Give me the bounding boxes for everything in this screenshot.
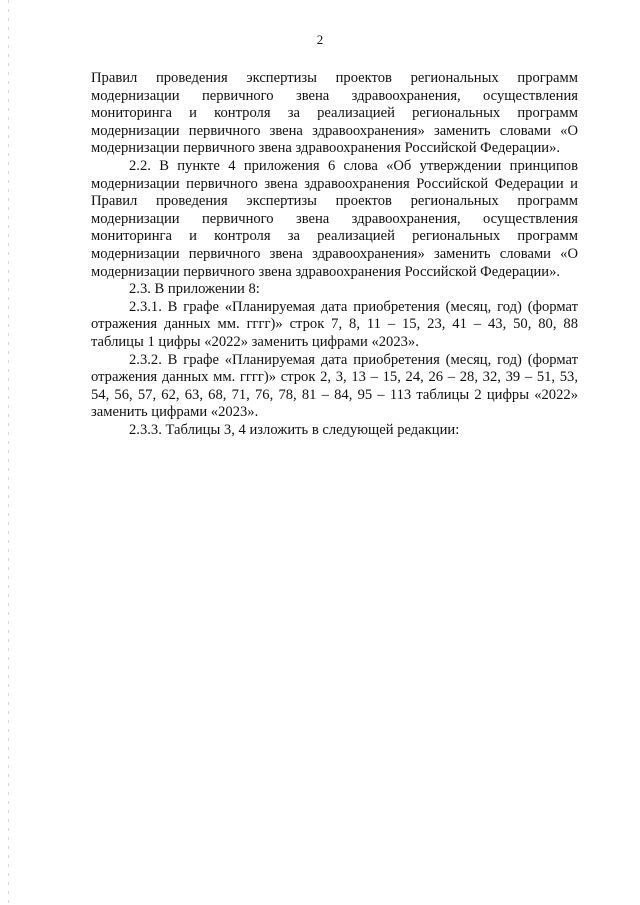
document-body — [91, 70, 578, 439]
paragraph-2-3-3: 2.3.3. Таблицы 3, 4 изложить в следующей редакции: — [129, 421, 460, 438]
paragraph-2-2: 2.2. В пункте 4 приложения 6 слова «Об утверждении принципов модернизации первичного звена здравоохранения Российской Федерации и Правил проведения экспертизы проектов региональных программ модернизации первичного звена здравоохранения, осуществления мониторинга и контроля за реализацией региональных программ модернизации первичного звена здравоохранения» заменить словами «О модернизации первичного звена здравоохранения Российской Федерации». — [91, 157, 578, 280]
paragraph-continuation: Правил проведения экспертизы проектов региональных программ модернизации первичного звена здравоохранения, осуществления мониторинга и контроля за реализацией региональных программ модернизации первичного звена здравоохранения» заменить словами «О модернизации первичного звена здравоохранения Российской Федерации». — [91, 70, 578, 157]
paragraph-2-3-1: 2.3.1. В графе «Планируемая дата приобретения (месяц, год) (формат отражения данных мм. гггг)» строк 7, 8, 11 – 15, 23, 41 – 43, 50, 80, 88 таблицы 1 цифры «2022» заменить цифрами «2023». — [91, 298, 578, 350]
paragraph-2-3: 2.3. В приложении 8: — [129, 281, 260, 298]
paragraph-2-3-2: 2.3.2. В графе «Планируемая дата приобретения (месяц, год) (формат отражения данных мм. гггг)» строк 2, 3, 13 – 15, 24, 26 – 28, 32, 39 – 51, 53, 54, 56, 57, 62, 63, 68, 71, 76, 78, 81 – 84, 95 – 113 таблицы 2 цифры «2022» заменить цифрами «2023». — [91, 351, 578, 421]
page-number: 2 — [316, 32, 324, 47]
scan-edge-artifact — [8, 0, 9, 905]
